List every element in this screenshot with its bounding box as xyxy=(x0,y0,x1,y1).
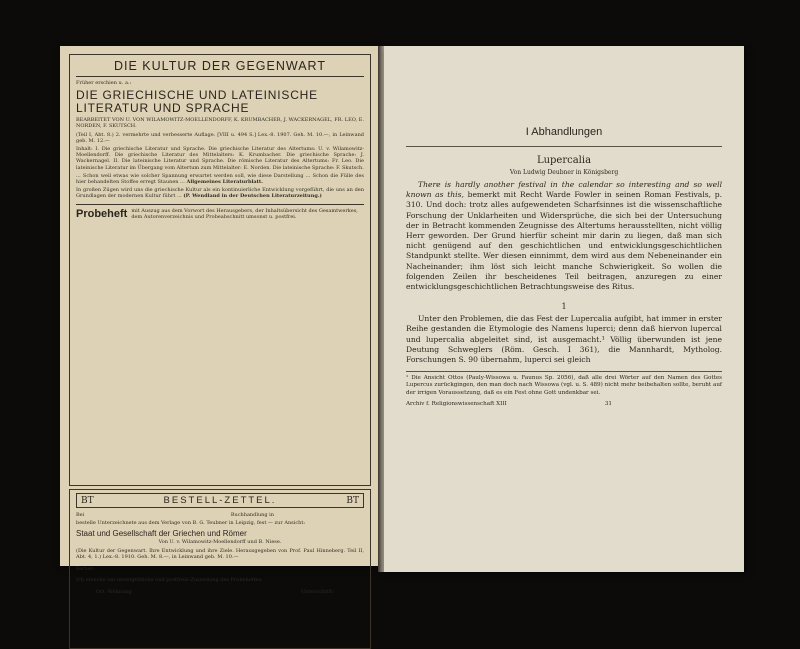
order-intro: bestelle Unterzeichnete aus dem Verlage von B. G. Teubner in Leipzig, fest — zur Ansicht: xyxy=(76,520,306,527)
heading-rule xyxy=(406,146,722,147)
footer-journal: Archiv f. Religionswissenschaft XIII xyxy=(406,400,507,407)
signature-line xyxy=(76,589,364,595)
bei-label: Bei xyxy=(76,512,85,518)
page-number: 31 xyxy=(604,400,612,407)
probeheft-block xyxy=(76,204,364,220)
bookshop-label: Buchhandlung in xyxy=(230,512,274,518)
intro-paragraph xyxy=(406,180,722,292)
review-1-source: Allgemeines Literaturblatt. xyxy=(186,179,263,186)
review-2 xyxy=(76,187,364,199)
publisher-monogram-right: BT xyxy=(346,495,359,506)
editors-line: BEARBEITET VON U. VON WILAMOWITZ-MOELLENDORFF, K. KRUMBACHER, J. WACKERNAGEL, FR. LEO, E. NORDEN, F. SKUTSCH. xyxy=(76,117,364,130)
order-form-title: BESTELL-ZETTEL. xyxy=(163,495,277,506)
earlier-note: Früher erschien u. a.: xyxy=(76,80,132,86)
paragraph-1: Unter den Problemen, die das Fest der Lupercalia aufgibt, hat immer in erster Reihe gestanden die Etymologie des Namens luperci; denn daß hiervon lupercal und lupercalia abgeleitet sind, ist ausgemacht.¹ Völlig überwunden ist jene Deutung Schweglers (Röm. Gesch. I 361), die Mannhardt, Mytholog. Forschungen S. 90 übernahm, luperci sei gleich xyxy=(406,314,722,365)
review-1-text: ... Schon weil etwas wie solcher Spannung erwartet werden soll, wie diese Darstellung ... Schon die Fülle des hier behandelten Stoffes erregt Staunen ... xyxy=(76,172,364,186)
section-number: 1 xyxy=(561,302,567,312)
edition-line: (Teil I, Abt. 8.) 2. vermehrte und verbesserte Auflage. [VIII u. 494 S.] Lex.-8. 1907. Geh. M. 10.—, in Leinwand geb. M. 12.— xyxy=(76,131,364,144)
ordered-book-details: (Die Kultur der Gegenwart. Ihre Entwicklung und ihre Ziele. Herausgegeben von Prof. Paul Hinneberg. Teil II, Abt. 4, 1.) Lex.-8. 1910. Geh. M. 8.—, in Leinwand geb. M. 10.— xyxy=(76,547,364,560)
signature-label: Unterschrift: xyxy=(301,589,334,596)
bookshop-line xyxy=(76,512,364,518)
place-label: Ort, Wohnung: xyxy=(96,589,134,596)
review-2-source: (P. Wendland in der Deutschen Literaturzeitung.) xyxy=(183,193,322,200)
ordered-book-title: Staat und Gesellschaft der Griechen und Römer xyxy=(76,529,247,539)
left-page xyxy=(60,46,380,596)
page-footer xyxy=(406,401,722,407)
article-title: Lupercalia xyxy=(536,155,592,166)
probeheft-request: Ich ersuche um unentgeltliche und postfreie Zusendung des Probeheftes. xyxy=(76,577,263,584)
review-1 xyxy=(76,173,364,185)
advertisement-frame xyxy=(69,54,371,486)
order-form-header xyxy=(76,493,364,508)
publisher-monogram-left: BT xyxy=(81,495,94,506)
order-form xyxy=(69,489,371,649)
intro-text: bemerkt mit Recht Warde Fowler in seinen Roman Festivals, p. 310. Und doch: trotz alles aufgewendeten Scharfsinnes ist die wissenschaftliche Forschung der Unklarheiten und Widersprüche, die sich bei der Untersuchung der in Betracht kommenden Zeugnisse des Altertums herausstellten, nicht völlig Herr geworden. Der Grund hierfür scheint mir darin zu liegen, daß man sich nicht genügend auf den geschichtlichen und entwicklungsgeschichtlichen Standpunkt stellte. Wer diesen einnimmt, dem wird aus dem Nebeneinander ein Nacheinander; ihm löst sich leicht manche Schwierigkeit. So wollen die folgenden Zeilen ihr bescheidenes Teil beitragen, anzuregen zu einer entwicklungsgeschichtlichen Betrachtungsweise des Ritus. xyxy=(406,190,722,292)
ferner-label: Ferner: xyxy=(76,566,95,573)
probeheft-label: Probeheft xyxy=(76,207,128,220)
article-author: Von Ludwig Deubner in Königsberg xyxy=(509,169,619,176)
footnote: ¹ Die Ansicht Ottos (Pauly-Wissowa u. Faunus Sp. 2056), daß alle drei Wörter auf den Namen des Gottes Lupercus zurückgingen, den man doch nach Wissowa (vgl. u. S. 489) nicht mehr beibehalten sollte, beruht auf der irrigen Voraussetzung, daß es ein Fest ohne Gott undenkbar sei. xyxy=(406,371,722,397)
review-2-text: In großen Zügen wird uns die griechische Kultur als ein kontinuierliche Entwicklung vorgeführt, die uns an den Grundlagen der modernen Kultur führt ... xyxy=(76,187,364,200)
right-page xyxy=(384,46,744,572)
book-title: DIE GRIECHISCHE UND LATEINISCHE LITERATUR UND SPRACHE xyxy=(76,88,318,116)
ordered-book-authors: Von U. v. Wilamowitz-Moellendorff und B. Niese. xyxy=(158,539,282,546)
intro-quote: There is hardly another festival in the calendar so interesting and so well known as this, xyxy=(406,180,722,200)
contents-paragraph: Inhalt: I. Die griechische Literatur und Sprache. Die griechische Literatur des Altertums: U. v. Wilamowitz-Moellendorff. Die griechische Literatur des Mittelalters: K. Krumbacher. Die griechische Sprache: J. Wackernagel. II. Die lateinische Literatur und Sprache. Die römische Literatur des Altertums: Fr. Leo. Die lateinische Literatur im Übergang vom Altertum zum Mittelalter: E. Norden. Die lateinische Sprache: F. Skutsch. xyxy=(76,146,364,171)
section-heading: I Abhandlungen xyxy=(525,126,603,138)
probeheft-text: mit Auszug aus dem Vorwort des Herausgebers, der Inhaltsübersicht des Gesamtwerkes, dem Autorenverzeichnis und Probeabschnitt umsonst u. postfrei. xyxy=(131,207,358,220)
series-title: DIE KULTUR DER GEGENWART xyxy=(76,59,364,77)
